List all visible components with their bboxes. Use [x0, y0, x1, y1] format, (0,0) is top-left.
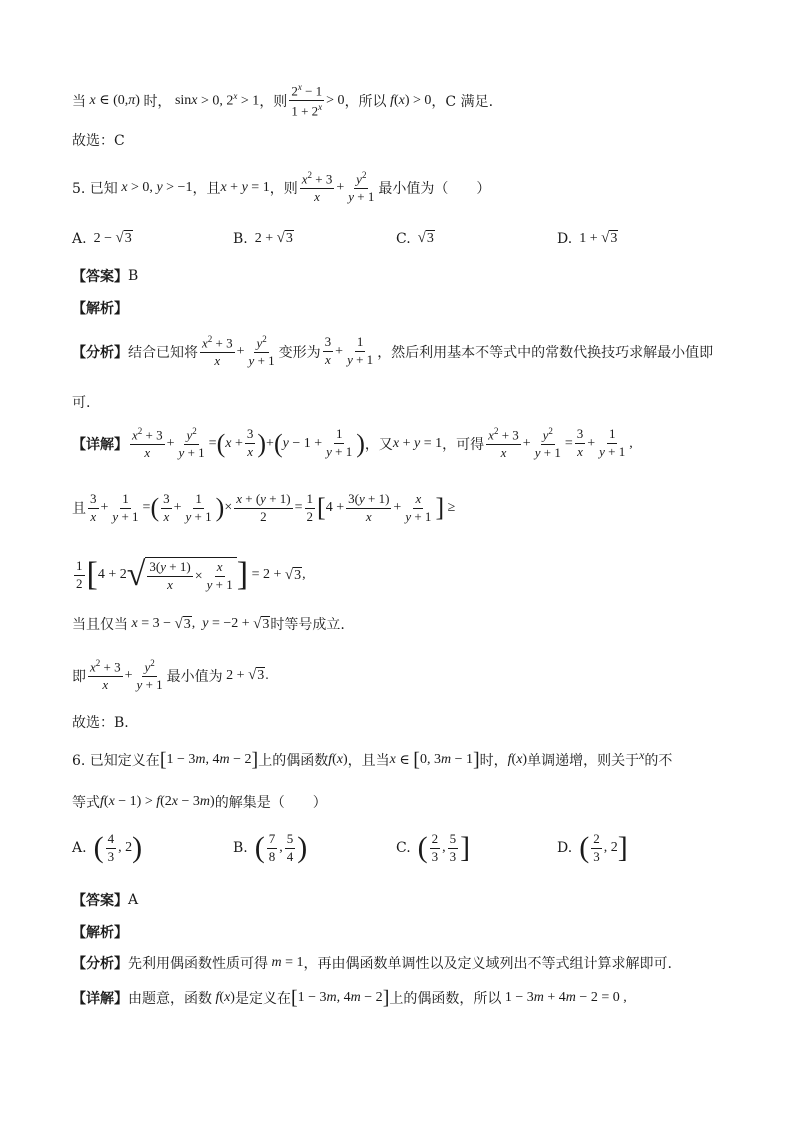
- text: 时，: [143, 93, 172, 110]
- detail-5-choose: 故选：B.: [72, 715, 129, 731]
- question-5: 5. 已知 x > 0, y > −1 ，且 x + y = 1 ，则 $\frac{x^2 + 3}{x}$ + $\frac{y^2}{y + 1}$ 最小值为（ ）: [72, 170, 491, 205]
- question-6-cont: 等式 f ( x − 1) > f (2 x − 3 m ) 的解集是（ ）: [72, 794, 327, 811]
- option-6b: B. ( $\frac{7}{8}$ , $\frac{5}{4}$ ): [233, 831, 308, 865]
- question-6: 6. 已知定义在 [ 1 − 3 m , 4 m − 2 ] 上的偶函数 f ( x ) ，且当 x ∈ [ 0, 3 m − 1 ] 时， f ( x ) 单调递增，则关于 x 的不: [72, 747, 673, 771]
- line-1: 当 x ∈ (0, π ) 时， sin x > 0, $2^x > 1$ ，则 $\frac{2^x - 1}{1 + 2^x}$ > 0 ，所以 f ( x ) > 0 ，C 满足.: [72, 82, 494, 119]
- option-6c: C. ( $\frac{2}{3}$ , $\frac{5}{3}$ ]: [396, 831, 471, 865]
- text: 故选：C: [72, 133, 125, 149]
- option-6d: D. ( $\frac{2}{3}$ , 2 ]: [557, 831, 628, 865]
- solution-6-label: 【解析】: [72, 925, 128, 941]
- detail-5-line-1: 【详解】 $\frac{x^2 + 3}{x}$ + $\frac{y^2}{y + 1}$ = ( x + $\frac{3}{x}$ ) + ( y − 1 + $\frac{1}{y + 1}$ ) ，又 x + y = 1 ，可得 $\frac{x^2 + 3}{x}$ + $\frac{y^2}{y + 1}$ = $\frac{3}{x}$ + $\frac{1}{y + 1}$ ,: [72, 426, 633, 461]
- text: 5. 已知: [72, 180, 118, 197]
- text: ，C 满足.: [431, 93, 494, 110]
- solution-5-label: 【解析】: [72, 301, 128, 317]
- detail-5-line-5: 即 $\frac{x^2 + 3}{x}$ + $\frac{y^2}{y + 1}$ 最小值为 2 + √ 3 .: [72, 658, 269, 693]
- detail-6: 【详解】 由题意，函数 f ( x ) 是定义在 [ 1 − 3 m , 4 m − 2 ] 上的偶函数，所以 1 − 3 m + 4 m − 2 = 0 ,: [72, 987, 627, 1009]
- answer-5: 【答案】 B: [72, 268, 139, 285]
- analysis-5-cont: 可.: [72, 395, 91, 411]
- text: ，则: [259, 93, 288, 110]
- text: ，且: [192, 180, 221, 197]
- answer-6: 【答案】 A: [72, 892, 139, 909]
- option-6a: A. ( $\frac{4}{3}$ , 2 ): [72, 831, 143, 865]
- option-5d: D. 1 + √ 3: [557, 230, 618, 247]
- text: 当: [72, 93, 86, 110]
- text: 最小值为（ ）: [378, 180, 491, 197]
- option-5c: C. √ 3: [396, 230, 434, 247]
- line-2: [72, 130, 125, 150]
- text: ，所以: [344, 93, 387, 110]
- option-5b: B. 2 + √ 3: [233, 230, 293, 247]
- detail-5-line-3: $\frac{1}{2}$ [ 4 + 2 √ $\frac{3(y + 1)}{x}$ × $\frac{x}{y + 1}$ ] = 2 + √ 3 ,: [76, 556, 306, 593]
- option-5a: A. 2 − √ 3: [72, 230, 132, 247]
- analysis-5: 【分析】 结合已知将 $\frac{x^2 + 3}{x}$ + $\frac{y^2}{y + 1}$ 变形为 $\frac{3}{x}$ + $\frac{1}{y + 1}$ ，然后利用基本不等式中的常数代换技巧求解最小值即: [72, 334, 714, 369]
- detail-5-line-4: 当且仅当 x = 3 − √ 3 , y = −2 + √ 3 时等号成立.: [72, 615, 345, 633]
- text: ，则: [269, 180, 298, 197]
- detail-5-line-2: 且 $\frac{3}{x}$ + $\frac{1}{y + 1}$ = ( $\frac{3}{x}$ + $\frac{1}{y + 1}$ ) × $\frac{x + (y + 1)}{2}$ = $\frac{1}{2}$ [ 4 + $\frac{3(y + 1)}{x}$ + $\frac{x}{y + 1}$ ] ≥: [72, 491, 456, 524]
- analysis-6: 【分析】 先利用偶函数性质可得 m = 1 ，再由偶函数单调性以及定义域列出不等式组计算求解即可.: [72, 955, 672, 972]
